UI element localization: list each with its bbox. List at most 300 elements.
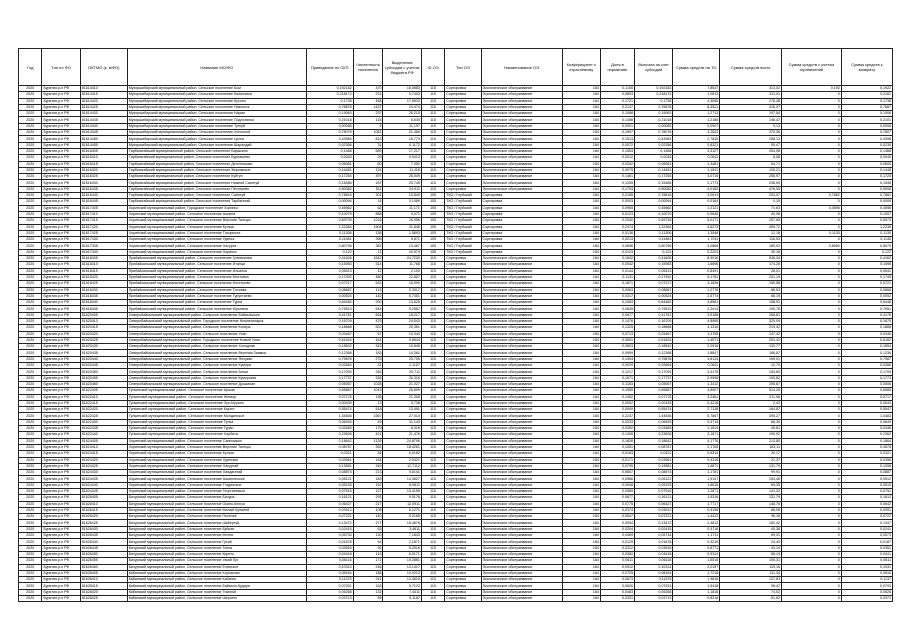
table-cell: Бичурский муниципальный район, Сельское поселение Окино-Ключи bbox=[127, 501, 306, 507]
table-cell: 0,3215 bbox=[673, 539, 720, 545]
table-cell: 0,64482 bbox=[634, 300, 672, 306]
table-cell: 0,0331 bbox=[600, 596, 634, 602]
table-cell: Кабанский муниципальный район, Сельское поселение Кабанск bbox=[127, 577, 306, 583]
table-cell: Хоринский муниципальный район, Сельское поселение Санномыск bbox=[127, 438, 306, 444]
table-cell: 184 bbox=[562, 507, 600, 513]
table-cell: 0,0649 bbox=[841, 419, 892, 425]
table-cell: 813 bbox=[353, 136, 383, 142]
table-cell: 10,848 bbox=[383, 344, 421, 350]
table-cell: 518 bbox=[353, 407, 383, 413]
table-cell: 105 bbox=[421, 249, 444, 255]
table-cell: ТКО / Глубокий bbox=[445, 218, 481, 224]
table-cell: 163,11 bbox=[720, 444, 782, 450]
table-cell: 0,0907 bbox=[673, 123, 720, 129]
table-cell: 0,1051 bbox=[600, 444, 634, 450]
table-cell: 0,17737 bbox=[634, 375, 672, 381]
table-cell: 1,9147 bbox=[673, 476, 720, 482]
table-cell: Тарбагатайский муниципальный район, Сельское поселение Барыкино bbox=[127, 148, 306, 154]
table-cell: 2,2014 bbox=[673, 306, 720, 312]
table-cell: Сортировка bbox=[445, 174, 481, 180]
table-cell: 0,10314 bbox=[634, 564, 672, 570]
table-cell: 81618405 bbox=[80, 256, 127, 262]
table-cell: 182,42 bbox=[720, 520, 782, 526]
table-cell: 0,0717 bbox=[841, 394, 892, 400]
table-cell: 2020 bbox=[19, 86, 42, 92]
table-cell: 0,0873 bbox=[600, 577, 634, 583]
table-cell: 0,78816 bbox=[306, 193, 353, 199]
table-cell: 0,1906 bbox=[841, 111, 892, 117]
table-cell: 148,76 bbox=[720, 501, 782, 507]
table-cell: 0,0547 bbox=[600, 514, 634, 520]
table-cell: 0 bbox=[782, 218, 842, 224]
table-cell: 115 bbox=[421, 136, 444, 142]
table-cell: 0,0396 bbox=[841, 457, 892, 463]
table-cell: 0,0183 bbox=[600, 451, 634, 457]
table-cell: 1139 bbox=[353, 438, 383, 444]
table-cell: Экологическое обслуживание bbox=[481, 130, 562, 136]
table-cell: 0,0868 bbox=[841, 287, 892, 293]
table-cell: 293,07 bbox=[720, 193, 782, 199]
table-cell: 98,47 bbox=[720, 583, 782, 589]
table-cell: 237 bbox=[353, 111, 383, 117]
table-cell: Кабанский муниципальный район, Сельское поселение Тимлюй bbox=[127, 589, 306, 595]
table-cell: 2020 bbox=[19, 539, 42, 545]
table-cell: 5,1187 bbox=[383, 596, 421, 602]
table-cell: 67 bbox=[353, 331, 383, 337]
table-cell: Экологическое обслуживание bbox=[481, 444, 562, 450]
table-cell: 9,6544 bbox=[383, 337, 421, 343]
table-cell: 0,1183 bbox=[600, 381, 634, 387]
table-cell: Сортировка bbox=[445, 570, 481, 576]
table-cell: 1,2713 bbox=[673, 111, 720, 117]
table-cell: 115 bbox=[421, 300, 444, 306]
table-cell: Экологическое обслуживание bbox=[481, 570, 562, 576]
table-cell: 4,8965 bbox=[673, 318, 720, 324]
table-cell: 81616425 bbox=[80, 174, 127, 180]
table-cell: 184 bbox=[562, 533, 600, 539]
table-cell: ТКО / Глубокий bbox=[445, 199, 481, 205]
table-cell: 140 bbox=[353, 514, 383, 520]
table-cell: 81622420 bbox=[80, 407, 127, 413]
table-cell: 2020 bbox=[19, 407, 42, 413]
table-cell: 24,543 bbox=[383, 318, 421, 324]
table-cell: 0,0063 bbox=[600, 287, 634, 293]
table-cell: 0,17094 bbox=[634, 369, 672, 375]
table-cell: Бурятия.р-н РФ bbox=[42, 186, 80, 192]
table-cell: 21,027 bbox=[383, 381, 421, 387]
table-cell: 0,02664 bbox=[306, 363, 353, 369]
table-cell: Сортировка bbox=[445, 312, 481, 318]
table-cell: Северобайкальский муниципальный район, Сельское поселение Байкальское bbox=[127, 312, 306, 318]
table-cell: 2020 bbox=[19, 400, 42, 406]
table-cell: 0,0816 bbox=[841, 570, 892, 576]
table-cell: 0,0052 bbox=[841, 293, 892, 299]
table-cell: 0,4216 bbox=[673, 400, 720, 406]
table-cell: 1081 bbox=[353, 130, 383, 136]
table-cell: Северобайкальский муниципальный район, Сельское поселение Кумора bbox=[127, 363, 306, 369]
table-cell: 81620430 bbox=[80, 344, 127, 350]
table-cell: 2020 bbox=[19, 457, 42, 463]
table-cell: 2020 bbox=[19, 350, 42, 356]
table-cell: Сортировка bbox=[445, 274, 481, 280]
table-cell: 0,17492 bbox=[306, 274, 353, 280]
table-cell: 0,2474 bbox=[600, 224, 634, 230]
table-cell: 115 bbox=[421, 281, 444, 287]
table-cell: 0,0045 bbox=[306, 155, 353, 161]
table-cell: 1,44836 bbox=[634, 413, 672, 419]
table-cell: 115 bbox=[421, 526, 444, 532]
table-cell: 3,0914 bbox=[673, 193, 720, 199]
table-cell: 0,0893 bbox=[600, 92, 634, 98]
table-cell: 0,08687 bbox=[306, 287, 353, 293]
table-cell: Экологическое обслуживание bbox=[481, 331, 562, 337]
table-cell: 0,00524 bbox=[306, 293, 353, 299]
table-cell: 131,79 bbox=[720, 495, 782, 501]
table-cell: ТКО / Глубокий bbox=[445, 230, 481, 236]
table-cell: 0,0519 bbox=[841, 482, 892, 488]
table-cell: 115 bbox=[421, 495, 444, 501]
table-cell: 0,43984 bbox=[306, 136, 353, 142]
table-cell: 81617425 bbox=[80, 230, 127, 236]
table-cell: Мухоршибирский муниципальный район, Сельское поселение Шаралдай bbox=[127, 142, 306, 148]
table-cell: 0,04418 bbox=[306, 551, 353, 557]
table-cell: 132 bbox=[353, 589, 383, 595]
table-cell: 0,05193 bbox=[306, 482, 353, 488]
table-cell: Тункинский муниципальный район, Сельское поселение Зун-Мурино bbox=[127, 400, 306, 406]
table-cell: 81618415 bbox=[80, 268, 127, 274]
table-cell: Бурятия.р-н РФ bbox=[42, 230, 80, 236]
table-cell: 0,55474 bbox=[306, 407, 353, 413]
table-cell: 0,0795 bbox=[600, 463, 634, 469]
table-cell: 2020 bbox=[19, 438, 42, 444]
table-cell: 2020 bbox=[19, 312, 42, 318]
table-cell: 0,2101 bbox=[841, 117, 892, 123]
table-cell: 24,7230 bbox=[383, 256, 421, 262]
table-cell: Сортировка bbox=[445, 539, 481, 545]
table-cell: Тункинский муниципальный район, Сельское поселение Харбяты bbox=[127, 432, 306, 438]
table-cell: 2020 bbox=[19, 174, 42, 180]
table-cell: 184 bbox=[562, 300, 600, 306]
table-cell: 81624435 bbox=[80, 476, 127, 482]
table-cell: Тарбагатайский муниципальный район, Сельское поселение Жиримское bbox=[127, 167, 306, 173]
table-cell: 264 bbox=[353, 369, 383, 375]
table-cell: 0,218172 bbox=[306, 92, 353, 98]
table-cell: Тункинский муниципальный район, Сельское поселение Аршан bbox=[127, 388, 306, 394]
table-cell: 0,03516 bbox=[306, 545, 353, 551]
table-cell: 0,19 bbox=[720, 199, 782, 205]
table-cell: 0,07176 bbox=[306, 394, 353, 400]
table-cell: 0 bbox=[782, 142, 842, 148]
table-cell: 0,0346 bbox=[841, 426, 892, 432]
table-cell: 343 bbox=[353, 344, 383, 350]
table-cell: Хоринский муниципальный район, Сельское поселение Кульск bbox=[127, 224, 306, 230]
table-cell: Экологическое обслуживание bbox=[481, 457, 562, 463]
table-cell: 0,1172 bbox=[383, 142, 421, 148]
table-cell: 115 bbox=[421, 463, 444, 469]
table-cell: 0,51624 bbox=[306, 337, 353, 343]
table-cell: 184 bbox=[562, 476, 600, 482]
table-cell: 0,0775 bbox=[600, 501, 634, 507]
table-cell: 51,62 bbox=[720, 596, 782, 602]
table-cell: Бурятия.р-н РФ bbox=[42, 256, 80, 262]
table-cell: 0,0657 bbox=[600, 470, 634, 476]
table-cell: 0,0045 bbox=[634, 155, 672, 161]
table-cell: 81626420 bbox=[80, 514, 127, 520]
table-cell: 0,50082 bbox=[634, 186, 672, 192]
table-cell: 1,3795 bbox=[673, 331, 720, 337]
table-cell: 0 bbox=[782, 495, 842, 501]
table-cell: 0,07516 bbox=[306, 489, 353, 495]
table-cell: 0,1548 bbox=[841, 180, 892, 186]
table-cell: 0,1554 bbox=[600, 148, 634, 154]
column-header: Приведение по СКП bbox=[306, 49, 353, 86]
table-cell: 115 bbox=[421, 92, 444, 98]
table-cell: 0 bbox=[782, 237, 842, 243]
table-cell: 0,18542 bbox=[634, 344, 672, 350]
table-cell: 0,05121 bbox=[634, 476, 672, 482]
table-cell: 81622410 bbox=[80, 394, 127, 400]
table-cell: Сортировка bbox=[445, 167, 481, 173]
table-cell: 0,11306 bbox=[634, 230, 672, 236]
table-cell: 81624410 bbox=[80, 444, 127, 450]
table-cell: Бурятия.р-н РФ bbox=[42, 205, 80, 211]
table-cell: 0,0204 bbox=[600, 526, 634, 532]
table-cell: 183 bbox=[353, 350, 383, 356]
table-cell: 2020 bbox=[19, 444, 42, 450]
table-cell: 888 bbox=[353, 211, 383, 217]
table-cell: 0 bbox=[782, 274, 842, 280]
table-cell: 1,22364 bbox=[634, 224, 672, 230]
table-cell: 11 bbox=[353, 249, 383, 255]
table-cell: Бурятия.р-н РФ bbox=[42, 104, 80, 110]
table-cell: 2020 bbox=[19, 526, 42, 532]
table-cell: Бурятия.р-н РФ bbox=[42, 375, 80, 381]
table-cell: 0,16121 bbox=[306, 495, 353, 501]
table-cell: 0 bbox=[782, 489, 842, 495]
table-cell: 184 bbox=[562, 589, 600, 595]
table-cell: Бурятия.р-н РФ bbox=[42, 495, 80, 501]
table-cell: ТКО / Глубокий bbox=[445, 193, 481, 199]
table-cell: Бурятия.р-н РФ bbox=[42, 451, 80, 457]
table-cell: Экологическое обслуживание bbox=[481, 155, 562, 161]
table-cell: Сортировка bbox=[445, 256, 481, 262]
table-cell: Прибайкальский муниципальный район, Сельское поселение Юрьевка bbox=[127, 306, 306, 312]
table-cell: Хоринский муниципальный район, Сельское поселение Ашангинское bbox=[127, 476, 306, 482]
table-cell: 1,44836 bbox=[306, 413, 353, 419]
table-cell: 0,69739 bbox=[306, 218, 353, 224]
table-cell: Экологическое обслуживание bbox=[481, 589, 562, 595]
table-cell: 8,0811 bbox=[383, 482, 421, 488]
table-cell: 544 bbox=[353, 306, 383, 312]
table-cell: Прибайкальский муниципальный район, Сельское поселение Мостовка bbox=[127, 274, 306, 280]
table-cell: 9,5176 bbox=[383, 495, 421, 501]
table-cell: 2020 bbox=[19, 161, 42, 167]
table-cell: 0,03912 bbox=[634, 507, 672, 513]
table-cell: 184 bbox=[562, 104, 600, 110]
table-cell: 2020 bbox=[19, 520, 42, 526]
table-cell: 9,8141 bbox=[383, 470, 421, 476]
table-cell: 0,10079 bbox=[306, 211, 353, 217]
table-cell: 81622415 bbox=[80, 400, 127, 406]
table-cell: 2020 bbox=[19, 243, 42, 249]
table-cell: Сортировка bbox=[445, 155, 481, 161]
table-cell: 184 bbox=[562, 243, 600, 249]
table-cell: 0,0722 bbox=[841, 514, 892, 520]
table-cell: Экологическое обслуживание bbox=[481, 281, 562, 287]
table-cell: 2020 bbox=[19, 381, 42, 387]
table-cell: 0 bbox=[782, 262, 842, 268]
table-cell: Экологическое обслуживание bbox=[481, 489, 562, 495]
table-cell: 0,0351 bbox=[841, 545, 892, 551]
table-cell: 0 bbox=[782, 426, 842, 432]
table-cell: 6,318 bbox=[383, 426, 421, 432]
table-cell: 0 bbox=[782, 381, 842, 387]
table-cell: 1567 bbox=[353, 413, 383, 419]
table-cell: Экологическое обслуживание bbox=[481, 407, 562, 413]
table-cell: 5,1781 bbox=[673, 274, 720, 280]
table-cell: 0,05067 bbox=[634, 381, 672, 387]
table-cell: 458 bbox=[353, 98, 383, 104]
table-cell: 255,67 bbox=[720, 381, 782, 387]
table-cell: Мухоршибирский муниципальный район, Сельское поселение Калиновка bbox=[127, 92, 306, 98]
table-cell: 26,316 bbox=[383, 375, 421, 381]
table-cell: Бичурский муниципальный район, Сельское поселение Топка bbox=[127, 545, 306, 551]
table-cell: Сортировка bbox=[445, 470, 481, 476]
table-cell: 152 bbox=[353, 482, 383, 488]
column-header: Сумма средств к возврату bbox=[841, 49, 892, 86]
table-cell: 0,0043 bbox=[841, 400, 892, 406]
table-cell: Бичурский муниципальный район, Сельское поселение Еланское bbox=[127, 564, 306, 570]
table-cell: 0,19063 bbox=[634, 111, 672, 117]
table-cell: 0 bbox=[782, 224, 842, 230]
table-cell: 0,1088 bbox=[600, 111, 634, 117]
table-cell: 108 bbox=[353, 507, 383, 513]
table-cell: 0 bbox=[782, 507, 842, 513]
table-cell: Бурятия.р-н РФ bbox=[42, 193, 80, 199]
table-cell: 0,06081 bbox=[306, 161, 353, 167]
table-cell: Сортировка bbox=[445, 520, 481, 526]
table-cell: 81614435 bbox=[80, 117, 127, 123]
table-cell: 81620405 bbox=[80, 312, 127, 318]
table-cell: 0,18668 bbox=[634, 325, 672, 331]
table-cell: 0,5162 bbox=[841, 337, 892, 343]
table-cell: Хоринский муниципальный район, Сельское поселение Ашанга bbox=[127, 211, 306, 217]
table-cell: 184 bbox=[562, 218, 600, 224]
table-cell: 314 bbox=[353, 262, 383, 268]
table-cell: 0,0705 bbox=[600, 570, 634, 576]
table-cell: Бурятия.р-н РФ bbox=[42, 589, 80, 595]
table-cell: 0,3715 bbox=[673, 419, 720, 425]
table-cell: 0,0934 bbox=[600, 520, 634, 526]
table-cell: 0,13472 bbox=[306, 520, 353, 526]
table-cell: 1,6696 bbox=[673, 262, 720, 268]
table-cell: 115 bbox=[421, 104, 444, 110]
table-cell: 58,19 bbox=[720, 551, 782, 557]
table-cell: 0,0849 bbox=[600, 306, 634, 312]
table-cell: 158,91 bbox=[720, 300, 782, 306]
table-cell: 200 bbox=[353, 300, 383, 306]
table-cell: 81616410 bbox=[80, 155, 127, 161]
column-header: Тип ОЭ bbox=[445, 49, 481, 86]
table-cell: 0,19063 bbox=[306, 111, 353, 117]
table-cell: Сортировка bbox=[481, 224, 562, 230]
table-cell: Экологическое обслуживание bbox=[481, 514, 562, 520]
table-cell: Хоринский муниципальный район, Сельское поселение Хандагатай bbox=[127, 470, 306, 476]
table-cell: 0 bbox=[782, 438, 842, 444]
table-cell: 115 bbox=[421, 482, 444, 488]
table-cell: 0,03912 bbox=[306, 507, 353, 513]
column-header: Выплата за счет субсидий bbox=[634, 49, 672, 86]
table-cell: 184 bbox=[562, 262, 600, 268]
table-cell: 13,491 bbox=[383, 407, 421, 413]
table-cell: 184 bbox=[562, 237, 600, 243]
table-cell: 258,13 bbox=[720, 136, 782, 142]
table-cell: 241 bbox=[353, 577, 383, 583]
table-cell: Северобайкальский муниципальный район, Сельское поселение Куморская bbox=[127, 375, 306, 381]
table-cell: 81618425 bbox=[80, 281, 127, 287]
table-cell: 0,1826 bbox=[600, 438, 634, 444]
table-cell: 1216 bbox=[353, 218, 383, 224]
table-cell: 184 bbox=[562, 92, 600, 98]
table-cell: Мухоршибирский муниципальный район, Сельское поселение Цолга bbox=[127, 136, 306, 142]
table-cell: Хоринский муниципальный район, Сельское поселение Тохорюкта bbox=[127, 230, 306, 236]
table-cell: 115 bbox=[421, 476, 444, 482]
table-cell: Бурятия.р-н РФ bbox=[42, 407, 80, 413]
table-cell: Бурятия.р-н РФ bbox=[42, 130, 80, 136]
table-cell: 0,1489 bbox=[383, 199, 421, 205]
table-cell: 2,100 bbox=[383, 268, 421, 274]
table-cell: Экологическое обслуживание bbox=[481, 350, 562, 356]
table-cell: Экологическое обслуживание bbox=[481, 344, 562, 350]
table-cell: 0 bbox=[782, 155, 842, 161]
table-cell: 184 bbox=[562, 193, 600, 199]
table-cell: 0,0611 bbox=[600, 558, 634, 564]
table-cell: 0,01878 bbox=[634, 539, 672, 545]
table-cell: 115 bbox=[421, 375, 444, 381]
table-cell: 0 bbox=[782, 331, 842, 337]
table-cell: 0,23626 bbox=[634, 432, 672, 438]
table-cell: 0,0441 bbox=[841, 551, 892, 557]
table-cell: 81622440 bbox=[80, 432, 127, 438]
table-cell: 115 bbox=[421, 142, 444, 148]
table-cell: 0 bbox=[782, 413, 842, 419]
table-cell: 81617405 bbox=[80, 205, 127, 211]
table-cell: 115 bbox=[421, 312, 444, 318]
column-header: Год bbox=[19, 49, 42, 86]
column-header: ID ОЭ bbox=[421, 49, 444, 86]
table-cell: 2020 bbox=[19, 249, 42, 255]
table-cell: Сортировка bbox=[481, 199, 562, 205]
table-cell: 0,10314 bbox=[306, 564, 353, 570]
table-cell: 81614430 bbox=[80, 111, 127, 117]
table-cell: 81622430 bbox=[80, 419, 127, 425]
table-cell: 115 bbox=[421, 86, 444, 92]
table-cell: 0,05734 bbox=[306, 533, 353, 539]
table-cell: 0,17492 bbox=[634, 274, 672, 280]
table-cell: 0,8491 bbox=[673, 268, 720, 274]
table-cell: 0 bbox=[782, 325, 842, 331]
table-cell: 115 bbox=[421, 325, 444, 331]
table-cell: 184 bbox=[562, 495, 600, 501]
table-cell: Бурятия.р-н РФ bbox=[42, 180, 80, 186]
table-cell: Бурятия.р-н РФ bbox=[42, 318, 80, 324]
table-cell: 12,18 bbox=[720, 230, 782, 236]
table-cell: 1,9616 bbox=[673, 577, 720, 583]
table-cell: 2020 bbox=[19, 375, 42, 381]
table-cell: 0,5008 bbox=[841, 186, 892, 192]
table-cell: Прибайкальский муниципальный район, Сельское поселение Таловка bbox=[127, 287, 306, 293]
table-cell: 184 bbox=[562, 306, 600, 312]
